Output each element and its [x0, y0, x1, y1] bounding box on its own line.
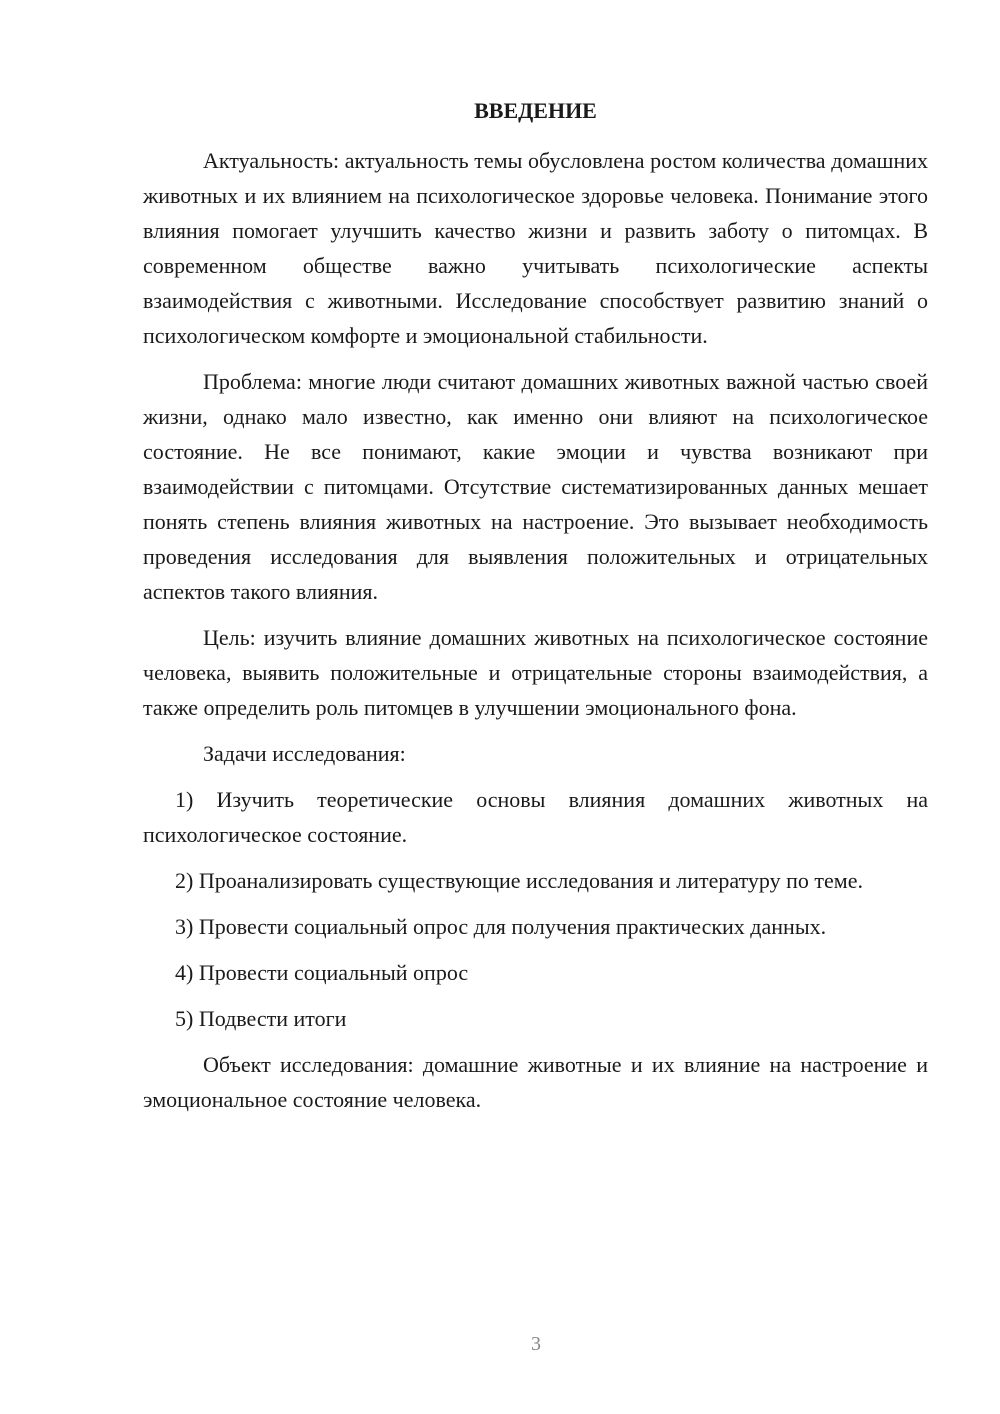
task-item-2: 2) Проанализировать существующие исследования и литературу по теме. — [175, 868, 863, 893]
task-item-3: 3) Провести социальный опрос для получения практических данных. — [175, 914, 827, 939]
paragraph-goal: Цель: изучить влияние домашних животных на психологическое состояние человека, выявить положительные и отрицательные стороны взаимодействия, а также определить роль питомцев в улучшении эмоционального фона. — [143, 625, 928, 720]
tasks-heading: Задачи исследования: — [203, 741, 406, 766]
paragraph-relevance: Актуальность: актуальность темы обусловлена ростом количества домашних животных и их влиянием на психологическое здоровье человека. Понимание этого влияния помогает улучшить качество жизни и развить заботу о питомцах. В современном обществе важно учитывать психологические аспекты взаимодействия с животными. Исследование способствует развитию знаний о психологическом комфорте и эмоциональной стабильности. — [143, 148, 928, 348]
task-item-4: 4) Провести социальный опрос — [175, 960, 469, 985]
task-item-1: 1) Изучить теоретические основы влияния домашних животных на психологическое состояние. — [143, 787, 928, 847]
document-page — [143, 96, 928, 1128]
paragraph-problem: Проблема: многие люди считают домашних животных важной частью своей жизни, однако мало известно, как именно они влияют на психологическое состояние. Не все понимают, какие эмоции и чувства возникают при взаимодействии с питомцами. Отсутствие систематизированных данных мешает понять степень влияния животных на настроение. Это вызывает необходимость проведения исследования для выявления положительных и отрицательных аспектов такого влияния. — [143, 369, 928, 604]
task-item-5: 5) Подвести итоги — [175, 1006, 347, 1031]
section-title: ВВЕДЕНИЕ — [474, 98, 597, 123]
page-number: 3 — [531, 1333, 541, 1355]
paragraph-object: Объект исследования: домашние животные и их влияние на настроение и эмоциональное состояние человека. — [143, 1052, 928, 1112]
